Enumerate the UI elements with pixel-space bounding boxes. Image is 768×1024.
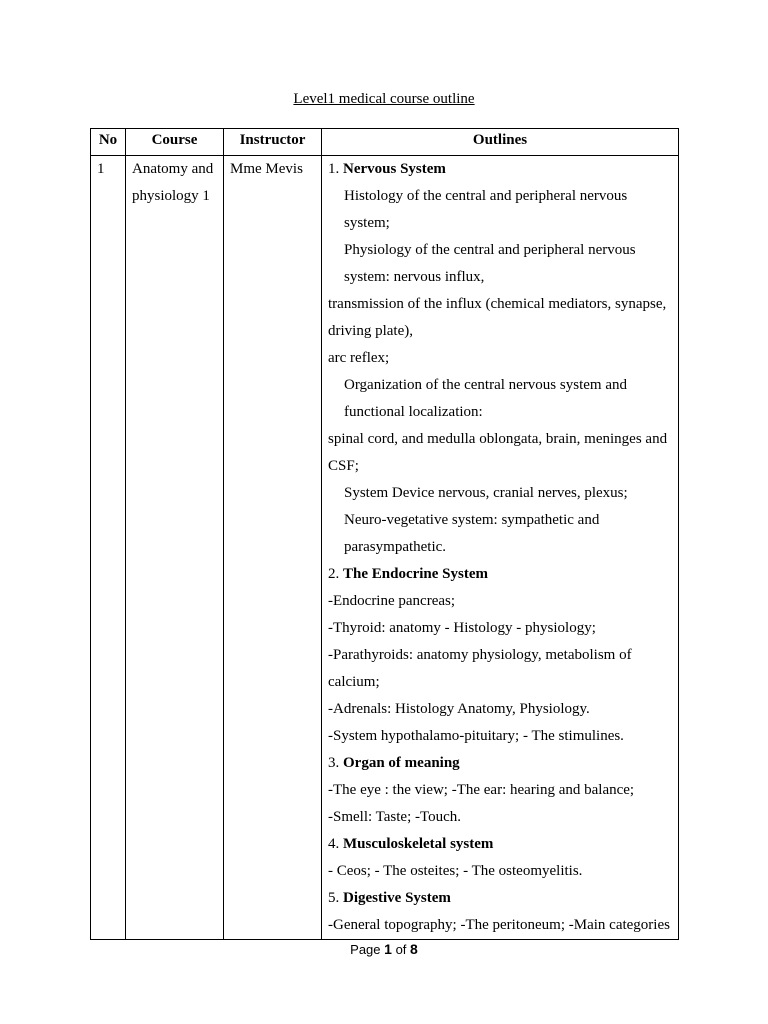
outline-line: -Smell: Taste; -Touch. (328, 809, 462, 825)
cell-course: Anatomy and physiology 1 (126, 156, 224, 940)
outline-line: -Parathyroids: anatomy physiology, metabolism of calcium; (328, 647, 632, 690)
section-heading (328, 561, 672, 588)
cell-outlines (322, 156, 679, 940)
table-row (91, 156, 679, 940)
outline-line: System Device nervous, cranial nerves, plexus; (344, 485, 628, 501)
page-label: Page (350, 942, 381, 957)
header-outlines: Outlines (322, 129, 679, 156)
page-current: 1 (384, 941, 392, 957)
cell-no: 1 (91, 156, 126, 940)
outline-line: -The eye : the view; -The ear: hearing and balance; (328, 782, 635, 798)
outline-line: transmission of the influx (chemical mediators, synapse, driving plate), (328, 296, 667, 339)
header-instructor: Instructor (224, 129, 322, 156)
section-number: 2. (328, 566, 340, 582)
section-number: 4. (328, 836, 340, 852)
section-heading (328, 831, 672, 858)
outline-line: -Endocrine pancreas; (328, 593, 456, 609)
section-number: 3. (328, 755, 340, 771)
section-title: Nervous System (343, 161, 446, 177)
section-title: Organ of meaning (343, 755, 460, 771)
course-outline-table (90, 128, 679, 940)
section-number: 1. (328, 161, 340, 177)
section-heading (328, 885, 672, 912)
page-total: 8 (410, 941, 418, 957)
table-header-row (91, 129, 679, 156)
document-title: Level1 medical course outline (293, 91, 475, 107)
section-title: Musculoskeletal system (343, 836, 494, 852)
outline-line: -Thyroid: anatomy - Histology - physiology; (328, 620, 596, 636)
section-title: The Endocrine System (343, 566, 489, 582)
outline-line: Histology of the central and peripheral nervous system; (344, 188, 628, 231)
outline-line: Organization of the central nervous system and functional localization: (344, 377, 627, 420)
header-no: No (91, 129, 126, 156)
header-course: Course (126, 129, 224, 156)
section-heading (328, 750, 672, 777)
cell-instructor: Mme Mevis (224, 156, 322, 940)
outline-line: Neuro-vegetative system: sympathetic and parasympathetic. (344, 512, 600, 555)
section-title: Digestive System (343, 890, 451, 906)
outline-line: -Adrenals: Histology Anatomy, Physiology. (328, 701, 590, 717)
page-footer (0, 941, 768, 957)
section-heading (328, 156, 672, 183)
outline-line: - Ceos; - The osteites; - The osteomyelitis. (328, 863, 583, 879)
outline-line: spinal cord, and medulla oblongata, brain, meninges and CSF; (328, 431, 668, 474)
section-number: 5. (328, 890, 340, 906)
outline-line: -System hypothalamo-pituitary; - The stimulines. (328, 728, 624, 744)
outline-line: arc reflex; (328, 350, 390, 366)
outline-line: -General topography; -The peritoneum; -Main categories (328, 917, 670, 933)
outline-line: Physiology of the central and peripheral nervous system: nervous influx, (344, 242, 636, 285)
of-label: of (395, 942, 407, 957)
